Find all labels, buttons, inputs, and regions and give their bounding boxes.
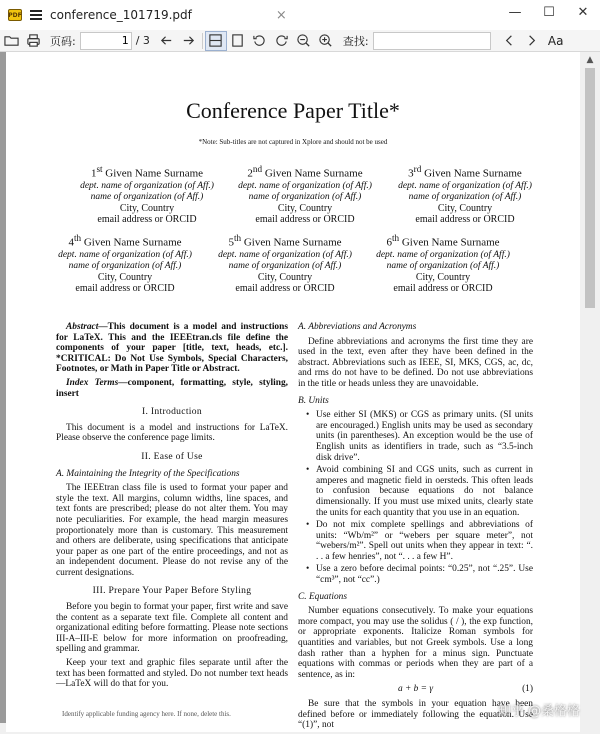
vertical-scrollbar[interactable] bbox=[580, 52, 600, 723]
maximize-button[interactable]: ☐ bbox=[543, 4, 555, 20]
tab-close-icon[interactable]: × bbox=[275, 7, 287, 23]
rotate-left-icon[interactable] bbox=[249, 31, 271, 51]
paragraph: Before you begin to format your paper, first write and save the content as a separate text file. Complete all content and organizational editing before formatting. Please note sections III-A–III-E below for more information on proofreading, spelling and grammar. bbox=[56, 602, 288, 655]
watermark: 知乎 @桑格格 bbox=[497, 704, 580, 719]
search-next-icon[interactable] bbox=[521, 31, 543, 51]
pdf-page bbox=[6, 52, 580, 732]
next-page-arrow-icon[interactable] bbox=[178, 31, 200, 51]
search-previous-icon[interactable] bbox=[499, 31, 521, 51]
footnote: Identify applicable funding agency here. If none, delete this. bbox=[62, 710, 231, 718]
author-block: 3rd Given Name Surname dept. name of organization (of Aff.) name of organization (of Aff.) City, Country email address or ORCID bbox=[398, 164, 532, 225]
paragraph: Be sure that the symbols in your equation have been defined before or immediately following the equation. Use “(1)”, not bbox=[298, 699, 533, 731]
author-block: 6th Given Name Surname dept. name of organization (of Aff.) name of organization (of Aff.) City, Country email address or ORCID bbox=[376, 233, 510, 294]
subsection-heading: A. Abbreviations and Acronyms bbox=[298, 322, 417, 332]
zoom-out-icon[interactable] bbox=[293, 31, 315, 51]
index-terms: Index Terms—component, formatting, style, styling, insert bbox=[56, 377, 289, 399]
subsection-heading: C. Equations bbox=[298, 591, 347, 602]
author-block: 5th Given Name Surname dept. name of organization (of Aff.) name of organization (of Aff.) City, Country email address or ORCID bbox=[218, 233, 352, 294]
units-list bbox=[298, 410, 533, 586]
scroll-thumb[interactable] bbox=[585, 68, 595, 308]
section-heading: II. Ease of Use bbox=[141, 450, 203, 462]
paper-title-note: *Note: Sub-titles are not captured in Xplore and should not be used bbox=[198, 138, 388, 146]
scroll-up-icon[interactable]: ▲ bbox=[586, 55, 594, 65]
open-folder-icon[interactable] bbox=[0, 31, 22, 51]
author-block: 1st Given Name Surname dept. name of organization (of Aff.) name of organization (of Aff.) City, Country email address or ORCID bbox=[80, 164, 214, 225]
list-item: • Do not mix complete spellings and abbreviations of units: “Wb/m²” or “webers per square meter”, not “webers/m²”. Spell out units when they appear in text: “. . . a few henries”, not “. . . a few H”. bbox=[298, 520, 533, 562]
document-tab-title[interactable]: conference_101719.pdf bbox=[50, 8, 192, 22]
single-page-view-icon[interactable] bbox=[227, 31, 249, 51]
subsection-heading: B. Units bbox=[298, 395, 329, 406]
author-block: 4th Given Name Surname dept. name of organization (of Aff.) name of organization (of Aff.) City, Country email address or ORCID bbox=[58, 233, 192, 294]
paragraph: Define abbreviations and acronyms the first time they are used in the text, even after they have been defined in the abstract. Abbreviations such as IEEE, SI, MKS, CGS, ac, dc, and rms do not have to be defined. Do not use abbreviations in the title or heads unless they are unavoidable. bbox=[298, 336, 533, 389]
author-block: 2nd Given Name Surname dept. name of organization (of Aff.) name of organization (of Aff.) City, Country email address or ORCID bbox=[238, 164, 372, 225]
list-item: • Use either SI (MKS) or CGS as primary units. (SI units are encouraged.) English units may be used as secondary units (in parentheses). An exception would be the use of English units as identifiers in trade, such as “3.5-inch disk drive”. bbox=[298, 410, 533, 463]
close-window-button[interactable]: ✕ bbox=[577, 4, 589, 20]
paragraph: This document is a model and instructions for LaTeX. Please observe the conference page limits. bbox=[56, 422, 288, 444]
toolbar-separator bbox=[202, 33, 203, 49]
print-icon[interactable] bbox=[22, 31, 44, 51]
section-heading: III. Prepare Your Paper Before Styling bbox=[92, 585, 252, 597]
paragraph: Number equations consecutively. To make your equations more compact, you may use the solidus ( / ), the exp function, or appropriate exponents. Italicize Roman symbols for quantities and variables, but not Greek symbols. Use a long dash rather than a hyphen for a minus sign. Punctuate equations with commas or periods when they are part of a sentence, as in: bbox=[298, 606, 533, 680]
paper-title: Conference Paper Title* bbox=[186, 98, 400, 123]
list-item: • Use a zero before decimal points: “0.25”, not “.25”. Use “cm³”, not “cc”.) bbox=[298, 564, 533, 585]
title-bar bbox=[0, 0, 600, 30]
search-label: 查找: bbox=[342, 34, 369, 48]
left-column bbox=[56, 322, 288, 693]
toolbar bbox=[0, 30, 600, 52]
right-column bbox=[298, 322, 533, 734]
window-controls bbox=[498, 0, 600, 24]
menu-icon[interactable] bbox=[30, 10, 42, 20]
abstract: Abstract—This document is a model and instructions for LaTeX. This and the IEEEtran.cls file define the components of your paper [title, text, heads, etc.]. *CRITICAL: Do Not Use Symbols, Special Characters, Footnotes, or Math in Paper Title or Abstract. bbox=[56, 322, 288, 375]
previous-page-arrow-icon[interactable] bbox=[156, 31, 178, 51]
match-case-button[interactable]: Aa bbox=[547, 33, 564, 48]
pdf-app-icon: PDF bbox=[8, 9, 22, 21]
document-viewport[interactable] bbox=[0, 52, 600, 731]
paragraph: Keep your text and graphic files separate until after the text has been formatted and styled. Do not number text heads—LaTeX will do that for you. bbox=[56, 658, 288, 690]
equation: a + b = γ (1) bbox=[397, 684, 533, 695]
paragraph: The IEEEtran class file is used to format your paper and style the text. All margins, column widths, line spaces, and text fonts are prescribed; please do not alter them. You may note peculiarities. For example, the head margin measures proportionately more than is customary. This measurement and others are deliberate, using specifications that anticipate your paper as one part of the entire proceedings, and not as an independent document. Please do not revise any of the current designations. bbox=[56, 483, 288, 578]
zoom-in-icon[interactable] bbox=[315, 31, 337, 51]
page-number-input[interactable] bbox=[80, 32, 132, 50]
section-heading: I. Introduction bbox=[142, 406, 202, 418]
rotate-right-icon[interactable] bbox=[271, 31, 293, 51]
continuous-view-icon[interactable] bbox=[205, 31, 227, 51]
list-item: • Avoid combining SI and CGS units, such as current in amperes and magnetic field in oersteds. This often leads to confusion because equations do not balance dimensionally. If you must use mixed units, clearly state the units for each quantity that you use in an equation. bbox=[298, 465, 533, 518]
equation-number: (1) bbox=[522, 684, 533, 695]
minimize-button[interactable]: — bbox=[508, 4, 522, 20]
page-total: / 3 bbox=[135, 34, 150, 47]
subsection-heading: A. Maintaining the Integrity of the Specifications bbox=[56, 468, 240, 479]
page-label: 页码: bbox=[50, 34, 76, 48]
search-input[interactable] bbox=[373, 32, 491, 50]
